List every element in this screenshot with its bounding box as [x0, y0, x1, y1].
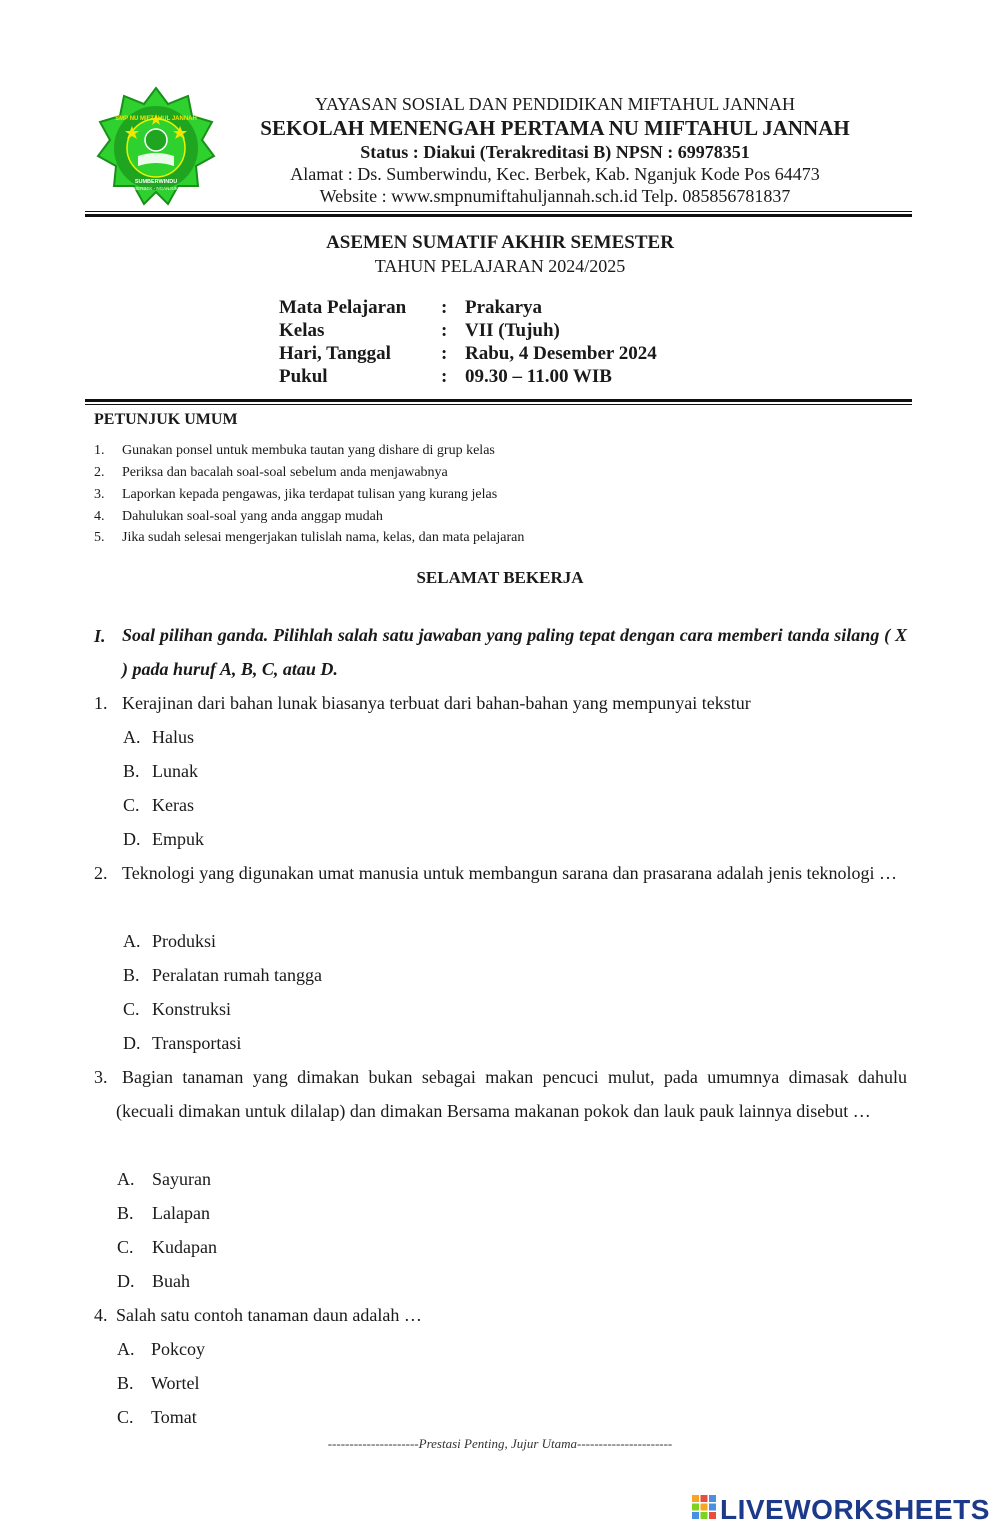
option-label: B. [123, 761, 140, 781]
option-label: D. [123, 1033, 141, 1053]
option-c[interactable] [117, 1237, 217, 1258]
info-divider-thick [85, 399, 912, 402]
info-value: Rabu, 4 Desember 2024 [465, 343, 657, 364]
option-text: Sayuran [152, 1169, 211, 1189]
item-number: 2. [94, 465, 105, 480]
option-text: Lalapan [152, 1203, 210, 1223]
logo-sub-text: BERBEK - NGANJUK [134, 186, 178, 191]
info-divider-thin [85, 404, 912, 405]
list-item [94, 465, 448, 481]
greeting: SELAMAT BEKERJA [416, 568, 584, 587]
option-text: Peralatan rumah tangga [152, 965, 322, 985]
option-text: Halus [152, 727, 194, 747]
item-text: Dahulukan soal-soal yang anda anggap mudah [122, 509, 383, 524]
option-label: B. [117, 1203, 134, 1223]
info-time [279, 366, 612, 388]
info-value: Prakarya [465, 297, 543, 318]
info-class [279, 320, 560, 342]
info-value: VII (Tujuh) [465, 320, 560, 341]
option-a[interactable] [117, 1339, 205, 1360]
question-number: 4. [94, 1305, 108, 1325]
option-text: Pokcoy [151, 1339, 205, 1359]
option-label: C. [117, 1237, 134, 1257]
foundation-name: YAYASAN SOSIAL DAN PENDIDIKAN MIFTAHUL JANNAH [314, 94, 796, 114]
option-text: Keras [152, 795, 194, 815]
exam-year: TAHUN PELAJARAN 2024/2025 [374, 256, 626, 276]
info-sep: : [441, 297, 448, 318]
question-number: 2. [94, 863, 108, 883]
option-label: B. [117, 1373, 134, 1393]
option-label: C. [123, 999, 140, 1019]
item-number: 1. [94, 443, 105, 458]
item-text: Laporkan kepada pengawas, jika terdapat tulisan yang kurang jelas [122, 487, 498, 502]
list-item [94, 509, 383, 525]
info-key: Kelas [279, 320, 325, 341]
logo-bottom-text: SUMBERWINDU [134, 179, 178, 185]
school-address: Alamat : Ds. Sumberwindu, Kec. Berbek, Kab. Nganjuk Kode Pos 64473 [290, 164, 820, 184]
option-b[interactable] [117, 1373, 200, 1394]
section-number: I. [94, 626, 106, 646]
question-text: Kerajinan dari bahan lunak biasanya terbuat dari bahan-bahan yang mempunyai tekstur [122, 693, 751, 713]
option-label: B. [123, 965, 140, 985]
info-key: Mata Pelajaran [279, 297, 407, 318]
option-d[interactable] [123, 1033, 241, 1054]
option-b[interactable] [123, 761, 198, 782]
header-divider-thin [85, 211, 912, 212]
option-c[interactable] [123, 999, 231, 1020]
item-number: 3. [94, 487, 105, 502]
item-text: Gunakan ponsel untuk membuka tautan yang dishare di grup kelas [122, 443, 495, 458]
option-b[interactable] [117, 1203, 210, 1224]
info-value: 09.30 – 11.00 WIB [465, 366, 612, 387]
option-label: D. [123, 829, 141, 849]
option-c[interactable] [117, 1407, 197, 1428]
option-c[interactable] [123, 795, 194, 816]
option-label: D. [117, 1271, 135, 1291]
school-name: SEKOLAH MENENGAH PERTAMA NU MIFTAHUL JANNAH [260, 116, 850, 140]
instructions-heading: PETUNJUK UMUM [94, 411, 238, 428]
option-label: C. [117, 1407, 134, 1427]
option-d[interactable] [117, 1271, 190, 1292]
item-text: Periksa dan bacalah soal-soal sebelum anda menjawabnya [122, 465, 448, 480]
info-sep: : [441, 366, 448, 387]
item-text: Jika sudah selesai mengerjakan tulislah nama, kelas, dan mata pelajaran [122, 530, 525, 545]
question-text: Bagian tanaman yang dimakan bukan sebagai makan pencuci mulut, pada umumnya dimasak dahulu (kecuali dimakan untuk dilalap) dan dimakan Bersama makanan pokok dan lauk pauk lainnya disebut … [116, 1067, 907, 1121]
question-number: 3. [94, 1067, 108, 1087]
item-number: 5. [94, 530, 105, 545]
item-number: 4. [94, 509, 105, 524]
option-a[interactable] [123, 727, 194, 748]
question-text: Salah satu contoh tanaman daun adalah … [116, 1305, 422, 1325]
school-website: Website : www.smpnumiftahuljannah.sch.id Telp. 085856781837 [319, 186, 791, 206]
info-key: Hari, Tanggal [279, 343, 391, 364]
logo-top-text: SMP NU MIFTAHUL JANNAH [115, 116, 197, 122]
option-b[interactable] [123, 965, 322, 986]
option-label: C. [123, 795, 140, 815]
info-subject [279, 297, 542, 319]
option-text: Konstruksi [152, 999, 232, 1019]
liveworksheets-brand: LIVEWORKSHEETS [720, 1494, 990, 1525]
info-date [279, 343, 657, 365]
option-text: Transportasi [152, 1033, 242, 1053]
liveworksheets-watermark[interactable] [692, 1494, 990, 1526]
list-item [94, 487, 497, 503]
footer-motto: ---------------------Prestasi Penting, Jujur Utama---------------------- [327, 1436, 673, 1451]
liveworksheets-logo-icon [692, 1495, 716, 1519]
option-d[interactable] [123, 829, 204, 850]
list-item [94, 443, 495, 459]
option-label: A. [117, 1339, 135, 1359]
exam-title: ASEMEN SUMATIF AKHIR SEMESTER [326, 232, 674, 253]
info-key: Pukul [279, 366, 328, 387]
question-number: 1. [94, 693, 108, 713]
question-text: Teknologi yang digunakan umat manusia untuk membangun sarana dan prasarana adalah jenis teknologi … [122, 863, 898, 883]
option-label: A. [123, 727, 141, 747]
option-text: Wortel [151, 1373, 200, 1393]
header-divider-thick [85, 214, 912, 217]
section-instruction: Soal pilihan ganda. Pilihlah salah satu jawaban yang paling tepat dengan cara memberi tanda silang ( X ) pada huruf A, B, C, atau D. [122, 625, 907, 679]
option-text: Empuk [152, 829, 204, 849]
option-text: Tomat [151, 1407, 197, 1427]
option-text: Kudapan [152, 1237, 217, 1257]
info-sep: : [441, 320, 448, 341]
option-label: A. [123, 931, 141, 951]
option-text: Lunak [152, 761, 198, 781]
option-a[interactable] [117, 1169, 211, 1190]
option-a[interactable] [123, 931, 216, 952]
option-label: A. [117, 1169, 135, 1189]
info-sep: : [441, 343, 448, 364]
list-item [94, 530, 524, 546]
school-status: Status : Diakui (Terakreditasi B) NPSN : 69978351 [360, 142, 750, 162]
option-text: Produksi [152, 931, 217, 951]
option-text: Buah [152, 1271, 190, 1291]
